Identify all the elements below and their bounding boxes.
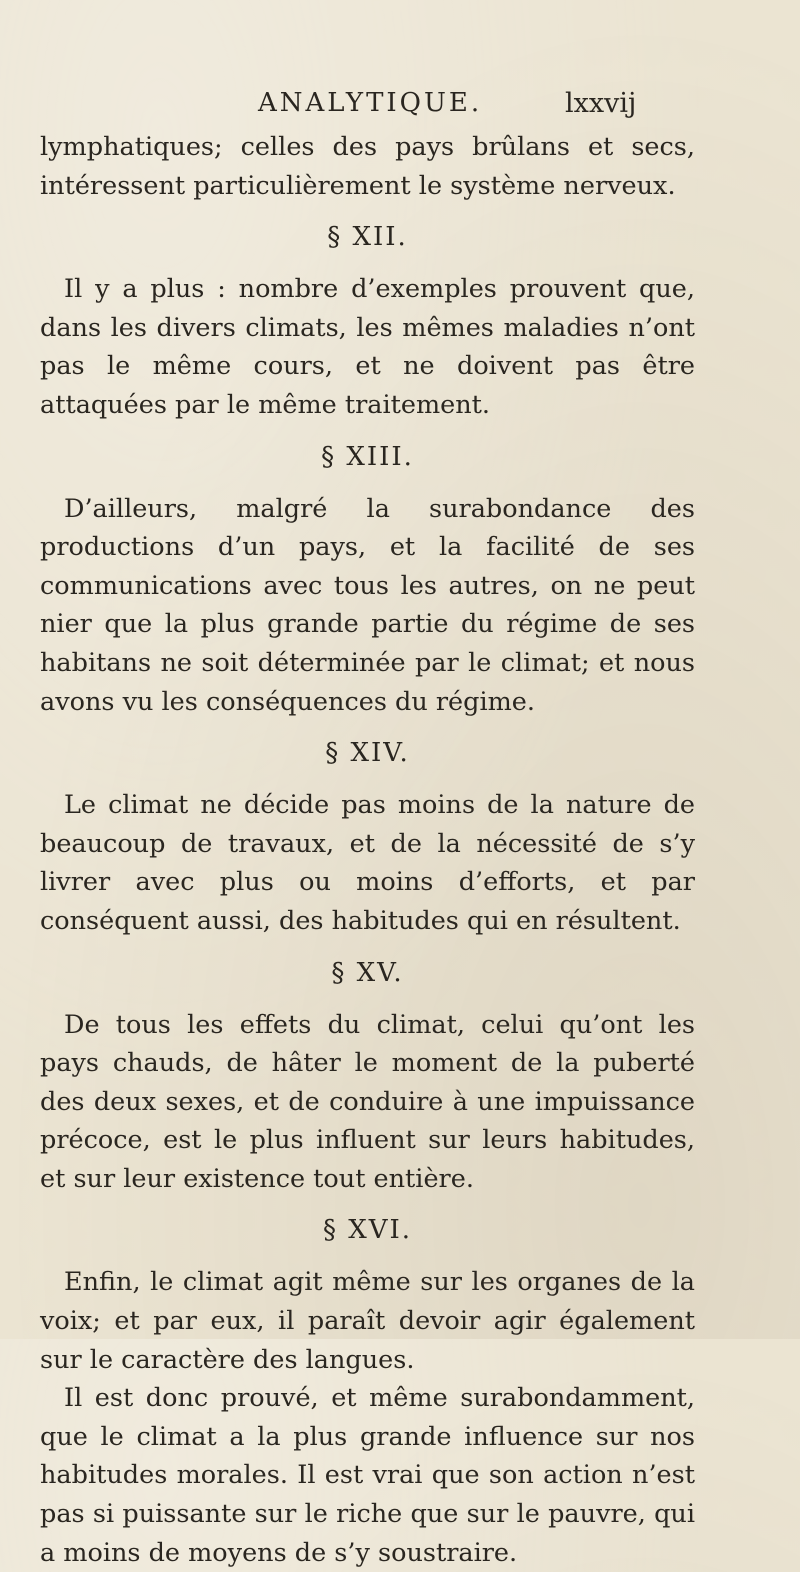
- page-number: lxxvij: [565, 88, 637, 119]
- paragraph: Enfin, le climat agit même sur les organes de la voix; et par eux, il paraît devoir agir également sur le caractère des langues.: [40, 1267, 695, 1375]
- page-header: [0, 88, 800, 128]
- section-heading-xiv: § XIV.: [325, 738, 410, 769]
- paragraph: Il y a plus : nombre d’exemples prouvent que, dans les divers climats, les mêmes maladies n’ont pas le même cours, et ne doivent pas être attaquées par le même traitement.: [40, 274, 695, 420]
- paragraph: D’ailleurs, malgré la surabondance des productions d’un pays, et la facilité de ses communications avec tous les autres, on ne peut nier que la plus grande partie du régime de ses habitans ne soit déterminée par le climat; et nous avons vu les conséquences du régime.: [40, 493, 695, 717]
- paragraph: Le climat ne décide pas moins de la nature de beaucoup de travaux, et de la nécessité de s’y livrer avec plus ou moins d’efforts, et par conséquent aussi, des habitudes qui en résultent.: [40, 790, 695, 936]
- section-heading-xv: § XV.: [331, 957, 404, 988]
- running-title: ANALYTIQUE.: [258, 88, 483, 118]
- body-text: [40, 128, 695, 1572]
- section-heading-xvi: § XVI.: [322, 1215, 413, 1246]
- paragraph: De tous les effets du climat, celui qu’ont les pays chauds, de hâter le moment de la puberté des deux sexes, et de conduire à une impuissance précoce, est le plus influent sur leurs habitudes, et sur leur existence tout entière.: [40, 1009, 695, 1194]
- section-heading-xii: § XII.: [327, 222, 408, 253]
- section-heading-xiii: § XIII.: [321, 441, 414, 472]
- paragraph: Il est donc prouvé, et même surabondamment, que le climat a la plus grande influence sur nos habitudes morales. Il est vrai que son action n’est pas si puissante sur le riche que sur le pauvre, qui a moins de moyens de s’y soustraire.: [40, 1383, 695, 1568]
- paragraph: lymphatiques; celles des pays brûlans et secs, intéressent particulièrement le système nerveux.: [40, 132, 695, 201]
